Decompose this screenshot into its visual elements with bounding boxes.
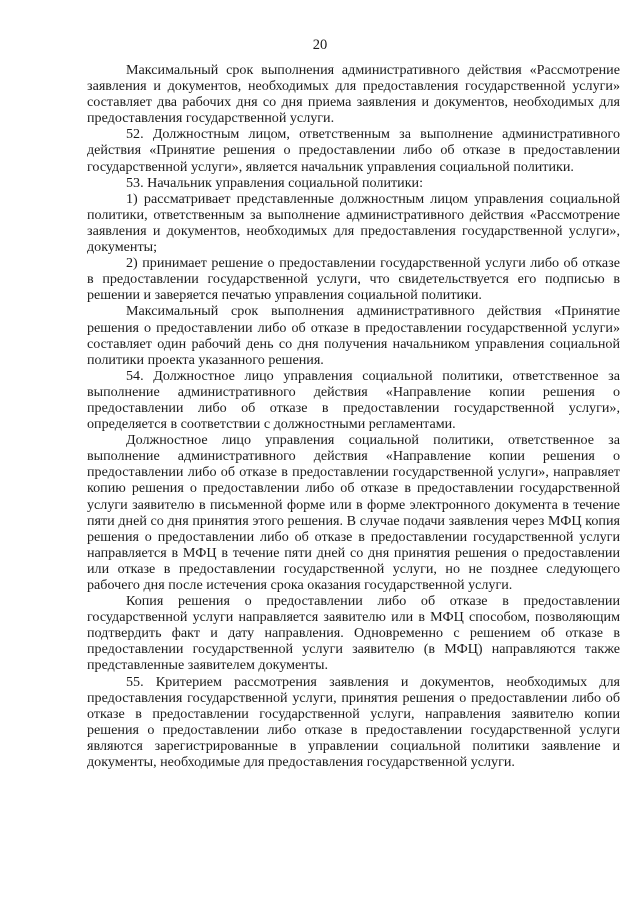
paragraph-53-item-2: 2) принимает решение о предоставлении государственной услуги либо об отказе в предоставлении государственной услуги, что свидетельствуется его подписью в решении и заверяется печатью управления социальной политики. [87,255,620,304]
paragraph-max-term-review: Максимальный срок выполнения административного действия «Рассмотрение заявления и документов, необходимых для предоставления государственной услуги» составляет два рабочих дня со дня приема заявления и документов, необходимых для предоставления государственной услуги. [87,62,620,127]
paragraph-53: 53. Начальник управления социальной политики: [126,174,424,191]
paragraph-53-item-1: 1) рассматривает представленные должностным лицом управления социальной политики, ответственным за выполнение административного действия «Рассмотрение заявления и документов, необходимых для предоставления государственной услуги», документы; [87,190,620,256]
paragraph-55: 55. Критерием рассмотрения заявления и документов, необходимых для предоставления государственной услуги, принятия решения о предоставлении либо об отказе в предоставлении государственной услуги, направления заявителю копии решения о предоставлении либо отказе в предоставлении государственной услуги являются зарегистрированные в управлении социальной политики заявление и документы, необходимые для предоставления государственной услуги. [87,673,620,771]
paragraph-52: 52. Должностным лицом, ответственным за выполнение административного действия «Принятие решения о предоставлении либо об отказе в предоставлении государственной услуги», является начальник управления социальной политики. [87,126,620,175]
paragraph-copy-delivery: Копия решения о предоставлении либо об отказе в предоставлении государственной услуги направляется заявителю или в МФЦ способом, позволяющим подтвердить факт и дату направления. Одновременно с решением об отказе в предоставлении государственной услуги заявителю (в МФЦ) направляются также представленные заявителем документы. [87,593,620,674]
paragraph-official-sends-copy: Должностное лицо управления социальной политики, ответственное за выполнение административного действия «Направление копии решения о предоставлении либо об отказе в предоставлении государственной услуги», направляет копию решения о предоставлении либо об отказе в предоставлении государственной услуги заявителю в письменной форме или в форме электронного документа в течение пяти дней со дня принятия этого решения. В случае подачи заявления через МФЦ копия решения о предоставлении либо об отказе в предоставлении государственной услуги направляется в МФЦ в течение пяти дней со дня принятия решения о предоставлении или отказе в предоставлении государственной услуги, но не позднее следующего рабочего дня после истечения срока оказания государственной услуги. [87,432,620,593]
paragraph-54: 54. Должностное лицо управления социальной политики, ответственное за выполнение административного действия «Направление копии решения о предоставлении либо об отказе в предоставлении государственной услуги», определяется в соответствии с должностными регламентами. [87,367,620,433]
document-body [87,62,620,770]
paragraph-max-term-decision: Максимальный срок выполнения административного действия «Принятие решения о предоставлении либо об отказе в предоставлении государственной услуги» составляет один рабочий день со дня получения начальником управления социальной политики проекта указанного решения. [87,303,620,368]
page-number: 20 [312,37,328,53]
